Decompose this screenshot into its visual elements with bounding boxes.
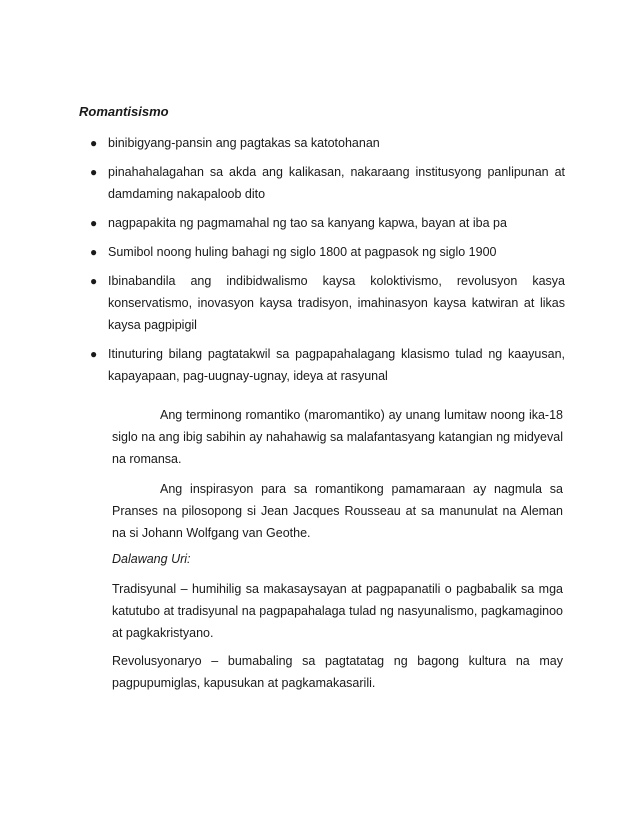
bullet-list [0, 132, 638, 394]
bullet-item [0, 132, 565, 154]
paragraph-romantiko-term: Ang terminong romantiko (maromantiko) ay unang lumitaw noong ika-18 siglo na ang ibig sabihin ay nahahawig sa malafantasyang katangian ng midyeval na romansa. [112, 408, 563, 466]
bullet-item [0, 241, 565, 263]
bullet-text: pinahahalagahan sa akda ang kalikasan, nakaraang institusyong panlipunan at damdaming nakapaloob dito [108, 165, 565, 201]
bullet-text: Itinuturing bilang pagtatakwil sa pagpapahalagang klasismo tulad ng kaayusan, kapayapaan, pag-uugnay-ugnay, ideya at rasyunal [108, 347, 565, 383]
paragraph-revolusyonaryo: Revolusyonaryo – bumabaling sa pagtatatag ng bagong kultura na may pagpupumiglas, kapusukan at pagkamakasarili. [112, 654, 563, 690]
bullet-item [0, 270, 565, 336]
bullet-text: binibigyang-pansin ang pagtakas sa katotohanan [108, 136, 380, 150]
bullet-dot-icon: ● [90, 136, 98, 150]
bullet-dot-icon: ● [90, 347, 98, 361]
paragraph-inspirasyon: Ang inspirasyon para sa romantikong pamamaraan ay nagmula sa Pranses na pilosopong si Jean Jacques Rousseau at sa manunulat na Aleman na si Johann Wolfgang van Geothe. [112, 482, 563, 540]
bullet-dot-icon: ● [90, 216, 98, 230]
paragraph-tradisyunal: Tradisyunal – humihilig sa makasaysayan at pagpapanatili o pagbabalik sa mga katutubo at tradisyunal na pagpapahalaga tulad ng nasyunalismo, pagkamaginoo at pagkakristyano. [112, 582, 563, 640]
bullet-text: nagpapakita ng pagmamahal ng tao sa kanyang kapwa, bayan at iba pa [108, 216, 507, 230]
bullet-item [0, 343, 565, 387]
bullet-dot-icon: ● [90, 274, 98, 288]
bullet-item [0, 212, 565, 234]
bullet-item [0, 161, 565, 205]
subheading-dalawang-uri: Dalawang Uri: [112, 552, 191, 566]
bullet-dot-icon: ● [90, 165, 98, 179]
section-heading: Romantisismo [79, 104, 169, 119]
bullet-dot-icon: ● [90, 245, 98, 259]
bullet-text: Sumibol noong huling bahagi ng siglo 1800 at pagpasok ng siglo 1900 [108, 245, 497, 259]
bullet-text: Ibinabandila ang indibidwalismo kaysa koloktivismo, revolusyon kasya konservatismo, inovasyon kaysa tradisyon, imahinasyon kaysa katwiran at likas kaysa pagpipigil [108, 274, 565, 332]
